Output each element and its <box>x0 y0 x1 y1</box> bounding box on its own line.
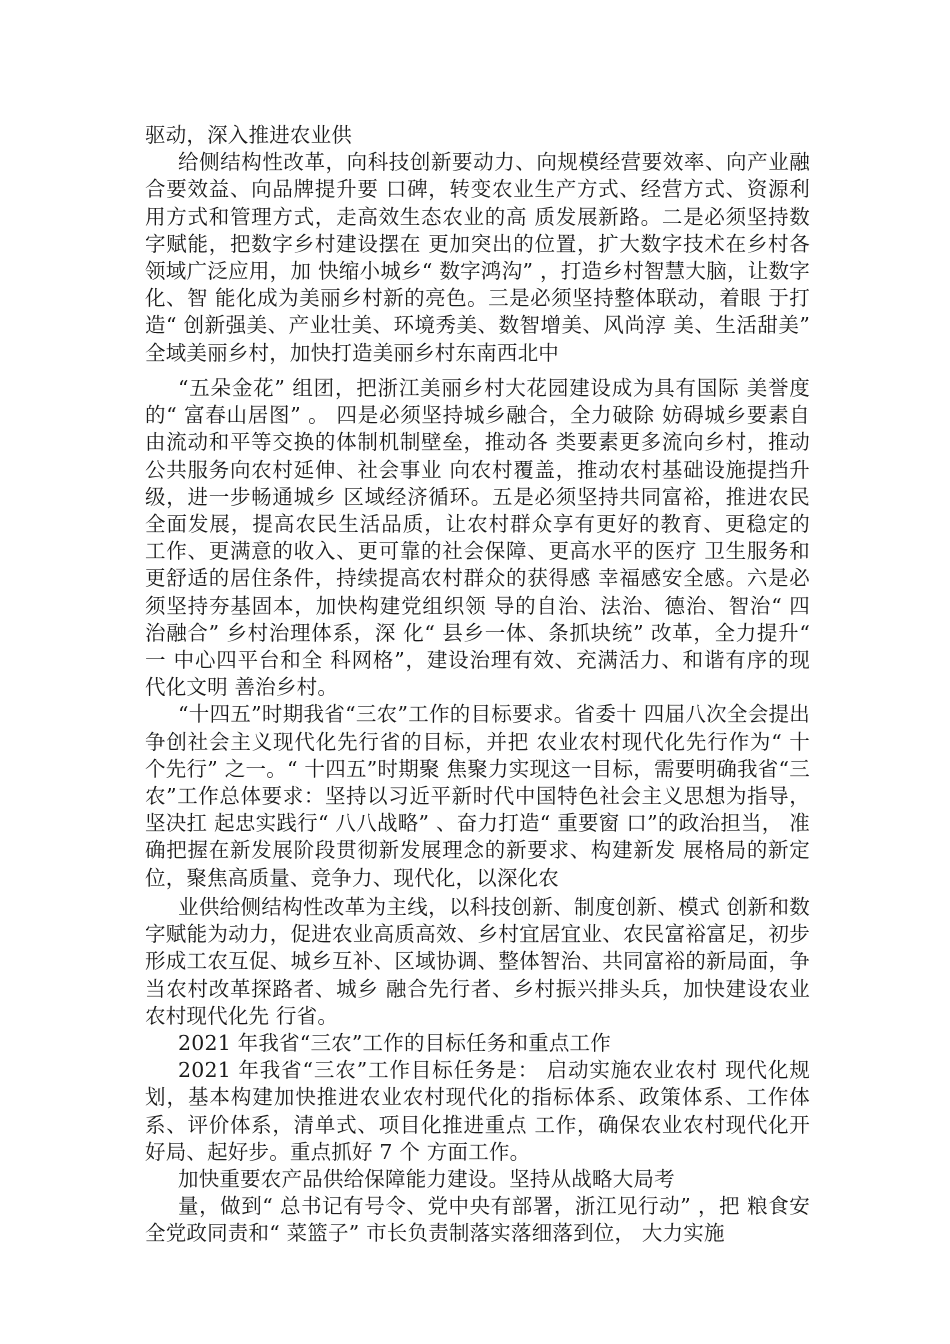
paragraph: 量，做到“ 总书记有号令、党中央有部署，浙江见行动” ，把 粮食安全党政同责和“ 菜篮子” 市长负责制落实落细落到位， 大力实施 <box>145 1194 810 1246</box>
paragraph: 给侧结构性改革，向科技创新要动力、向规模经营要效率、向产业融合要效益、向品牌提升要 口碑，转变农业生产方式、经营方式、资源利用方式和管理方式，走高效生态农业的高 质发展新路。二是必须坚持数字赋能，把数字乡村建设摆在 更加突出的位置，扩大数字技术在乡村各领域广泛应用，加 快缩小城乡“ 数字鸿沟” ，打造乡村智慧大脑，让数字化、智 能化成为美丽乡村新的亮色。三是必须坚持整体联动，着眼 于打造“ 创新强美、产业壮美、环境秀美、数智增美、风尚淳 美、生活甜美” 全域美丽乡村，加快打造美丽乡村东南西北中 <box>145 150 810 365</box>
section-heading: 2021 年我省“三农”工作的目标任务和重点工作 <box>178 1031 611 1056</box>
paragraph: 2021 年我省“三农”工作目标任务是： 启动实施农业农村 现代化规划，基本构建加快推进农业农村现代化的指标体系、政策体系、工作体系、评价体系，清单式、项目化推进重点 工作，确保农业农村现代化开好局、起好步。重点抓好 7 个 方面工作。 <box>145 1058 810 1164</box>
paragraph: “十四五”时期我省“三农”工作的目标要求。省委十 四届八次全会提出争创社会主义现代化先行省的目标，并把 农业农村现代化先行作为“ 十个先行” 之一。“ 十四五”时期聚 焦聚力实现这一目标，需要明确我省“三农”工作总体要求：坚持以习近平新时代中国特色社会主义思想为指导，坚决扛 起忠实践行“ 八八战略” 、奋力打造“ 重要窗 口”的政治担当， 准确把握在新发展阶段贯彻新发展理念的新要求、构建新发 展格局的新定位，聚焦高质量、竞争力、现代化，以深化农 <box>145 702 810 890</box>
paragraph: “五朵金花” 组团，把浙江美丽乡村大花园建设成为具有国际 美誉度的“ 富春山居图” 。 四是必须坚持城乡融合，全力破除 妨碍城乡要素自由流动和平等交换的体制机制壁垒，推动各 类要素更多流向乡村，推动公共服务向农村延伸、社会事业 向农村覆盖，推动农村基础设施提挡升级，进一步畅通城乡 区域经济循环。五是必须坚持共同富裕，推进农民全面发展，提高农民生活品质，让农村群众享有更好的教育、更稳定的 工作、更满意的收入、更可靠的社会保障、更高水平的医疗 卫生服务和更舒适的居住条件，持续提高农村群众的获得感 幸福感安全感。六是必须坚持夯基固本，加快构建党组织领 导的自治、法治、德治、智治“ 四治融合” 乡村治理体系，深 化“ 县乡一体、条抓块统” 改革，全力提升“ 一 中心四平台和全 科网格”，建设治理有效、充满活力、和谐有序的现代化文明 善治乡村。 <box>145 376 810 700</box>
paragraph: 加快重要农产品供给保障能力建设。坚持从战略大局考 <box>178 1167 675 1192</box>
paragraph: 业供给侧结构性改革为主线，以科技创新、制度创新、模式 创新和数字赋能为动力，促进农业高质高效、乡村宜居宜业、农民富裕富足，初步形成工农互促、城乡互补、区域协调、整体智治、共同富裕的新局面，争当农村改革探路者、城乡 融合先行者、乡村振兴排头兵，加快建设农业农村现代化先 行省。 <box>145 895 810 1028</box>
text-section-2 <box>145 375 810 892</box>
text-section-3 <box>145 894 810 1248</box>
text-section-1 <box>145 122 810 367</box>
paragraph: 驱动，深入推进农业供 <box>145 123 352 147</box>
